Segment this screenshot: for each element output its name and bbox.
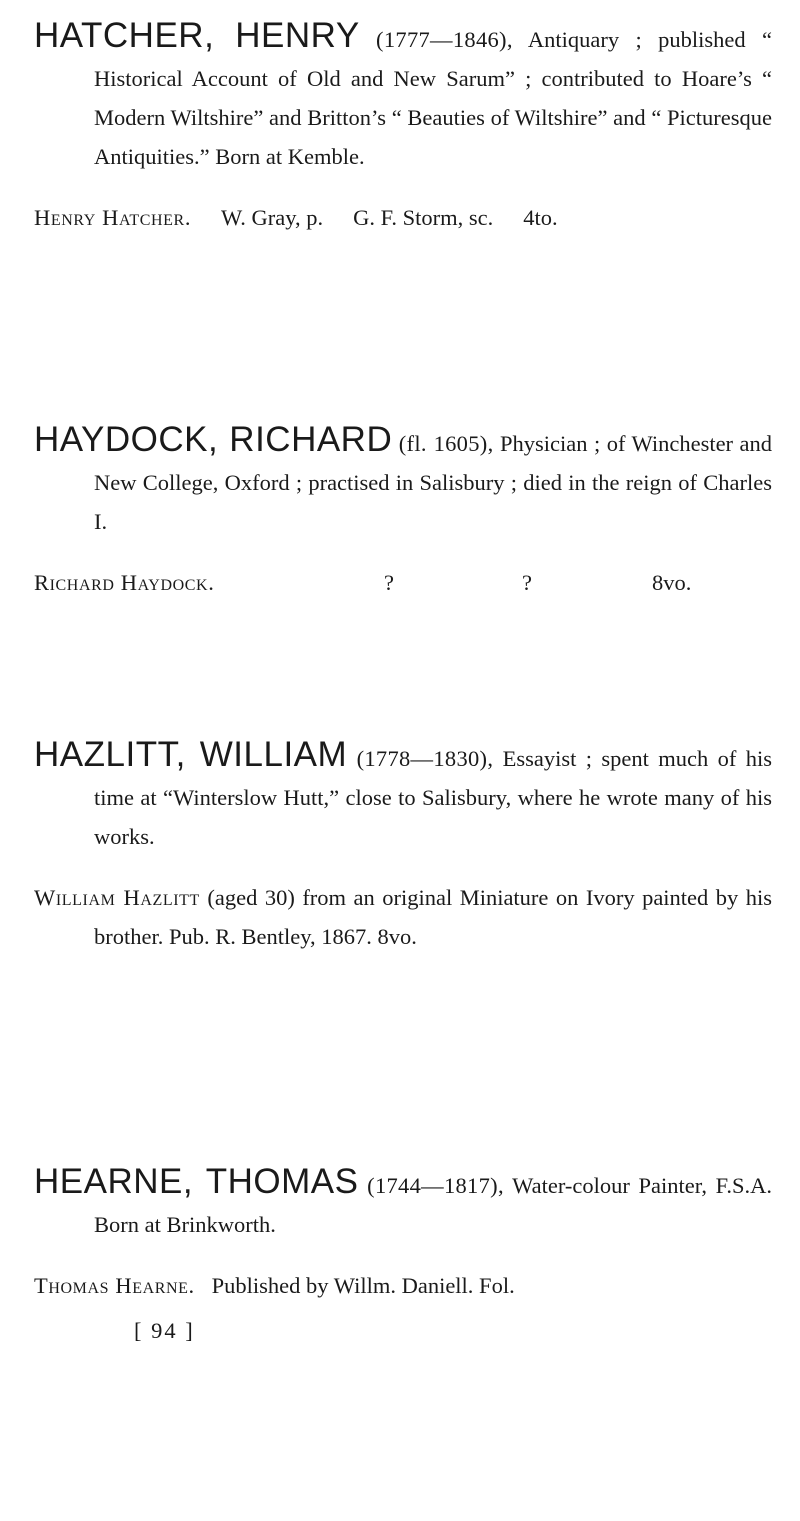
entry-biography (34, 16, 772, 176)
portrait-subject: Thomas Hearne. (34, 1273, 195, 1298)
entry-biography (34, 735, 772, 856)
portrait-engraver: G. F. Storm, sc. (353, 205, 494, 230)
portrait-subject: William Hazlitt (34, 885, 200, 910)
entry-name: HAYDOCK, RICHARD (34, 420, 393, 459)
entry-hazlitt (34, 735, 772, 956)
entry-biography (34, 1162, 772, 1244)
portrait-size: 8vo. (652, 570, 692, 595)
portrait-subject: Henry Hatcher. (34, 205, 192, 230)
entry-name: HATCHER, HENRY (34, 16, 360, 55)
entry-dates: (1778—1830), (356, 746, 494, 771)
portrait-subject: Richard Haydock. (34, 570, 215, 595)
entry-description: Water-colour Painter, F.S.A. Born at Brinkworth. (94, 1173, 773, 1237)
entry-name: HEARNE, THOMAS (34, 1162, 359, 1201)
entry-haydock (34, 420, 772, 602)
portrait-painter: ? (384, 570, 394, 595)
entry-biography (34, 420, 772, 541)
portrait-note: Published by Willm. Daniell. Fol. (211, 1273, 515, 1298)
entry-description: Physician ; of Winchester and New College, Oxford ; practised in Salisbury ; died in the reign of Charles I. (94, 431, 773, 534)
entry-hearne (34, 1162, 772, 1305)
entry-name: HAZLITT, WILLIAM (34, 735, 348, 774)
entry-dates: (1777—1846), (376, 27, 513, 52)
entry-dates: (fl. 1605), (398, 431, 494, 456)
portrait-line (34, 1266, 772, 1305)
page-number: [ 94 ] (134, 1318, 195, 1343)
entry-description: Essayist ; spent much of his time at “Winterslow Hutt,” close to Salisbury, where he wrote many of his works. (94, 746, 773, 849)
portrait-engraver: ? (522, 570, 532, 595)
entry-description: Antiquary ; published “ Historical Account of Old and New Sarum” ; contributed to Hoare’s “ Modern Wiltshire” and Britton’s “ Beauties of Wiltshire” and “ Picturesque Antiquities.” Born at Kemble. (94, 27, 772, 169)
entry-dates: (1744—1817), (367, 1173, 504, 1198)
entry-hatcher (34, 16, 772, 237)
portrait-line (34, 878, 772, 956)
portrait-size: 4to. (523, 205, 558, 230)
portrait-painter: W. Gray, p. (221, 205, 324, 230)
portrait-line (34, 563, 772, 602)
portrait-note: (aged 30) from an original Miniature on Ivory painted by his brother. Pub. R. Bentley, 1867. 8vo. (94, 885, 773, 949)
portrait-line (34, 198, 772, 237)
